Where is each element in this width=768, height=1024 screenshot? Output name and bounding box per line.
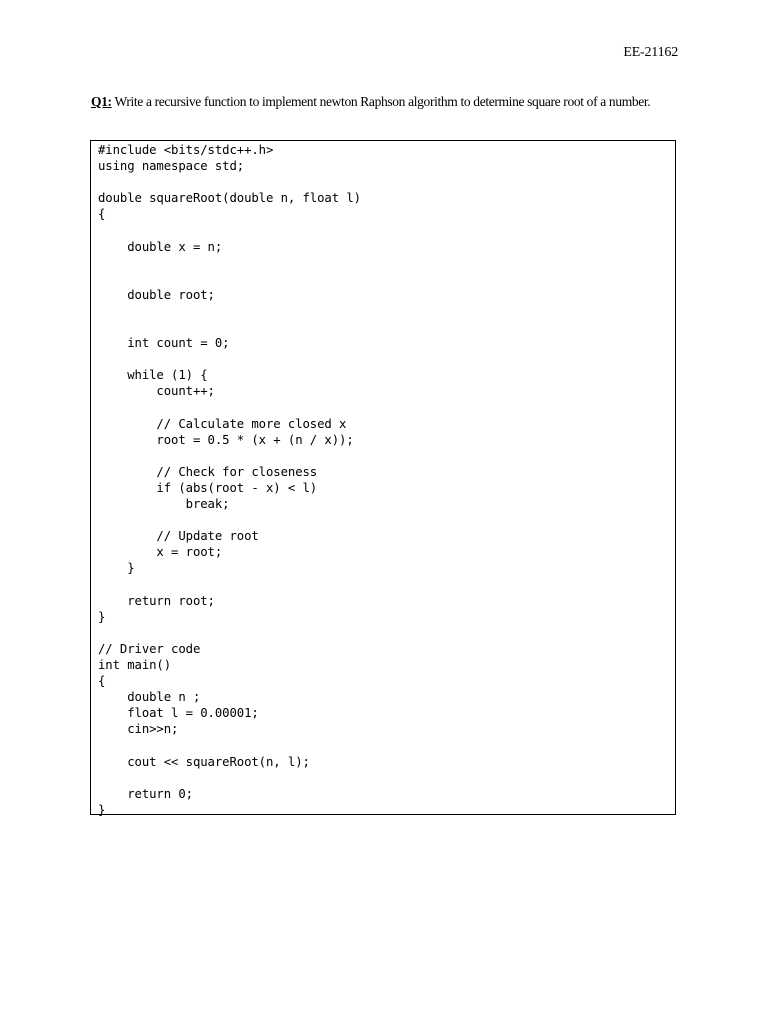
code-line: double n ;: [98, 690, 201, 705]
code-line: [98, 400, 675, 416]
code-line: {: [98, 674, 106, 689]
code-line: [98, 448, 675, 464]
code-line: root = 0.5 * (x + (n / x));: [98, 432, 354, 447]
code-line: break;: [98, 497, 230, 512]
code-line: [98, 625, 675, 641]
code-line: cout << squareRoot(n, l);: [98, 754, 310, 769]
code-line: // Update root: [98, 529, 259, 544]
code-line: return root;: [98, 593, 215, 608]
code-line: }: [98, 802, 106, 817]
code-line: [98, 303, 675, 319]
code-line: double x = n;: [98, 239, 223, 254]
code-line: [98, 255, 675, 271]
code-line: // Calculate more closed x: [98, 416, 347, 431]
code-line: [98, 319, 675, 335]
code-block: [90, 140, 676, 815]
code-line: }: [98, 609, 106, 624]
question-label: Q1:: [91, 94, 112, 109]
code-line: x = root;: [98, 545, 223, 560]
code-line: [98, 512, 675, 528]
code-line: int main(): [98, 658, 172, 672]
code-line: while (1) {: [98, 368, 208, 383]
code-line: // Driver code: [98, 641, 201, 656]
code-line: int count = 0;: [98, 336, 230, 351]
code-line: if (abs(root - x) < l): [98, 480, 318, 495]
code-line: }: [98, 561, 135, 576]
code-line: [98, 577, 675, 593]
code-line: return 0;: [98, 786, 193, 801]
code-line: [98, 351, 675, 367]
document-id: EE-21162: [623, 45, 678, 60]
code-line: count++;: [98, 384, 215, 399]
code-line: using namespace std;: [98, 159, 245, 174]
code-line: [98, 770, 675, 786]
code-line: [98, 271, 675, 287]
code-line: [98, 174, 675, 190]
question-text: [91, 93, 681, 110]
code-line: double root;: [98, 287, 215, 302]
code-line: double squareRoot(double n, float l): [98, 191, 361, 206]
code-line: [98, 737, 675, 753]
code-line: // Check for closeness: [98, 464, 318, 479]
code-line: cin>>n;: [98, 722, 179, 737]
code-line: #include <bits/stdc++.h>: [98, 143, 274, 157]
code-line: {: [98, 207, 106, 222]
question-body: Write a recursive function to implement newton Raphson algorithm to determine square root of a number.: [111, 94, 651, 109]
code-line: float l = 0.00001;: [98, 706, 259, 721]
code-line: [98, 222, 675, 238]
